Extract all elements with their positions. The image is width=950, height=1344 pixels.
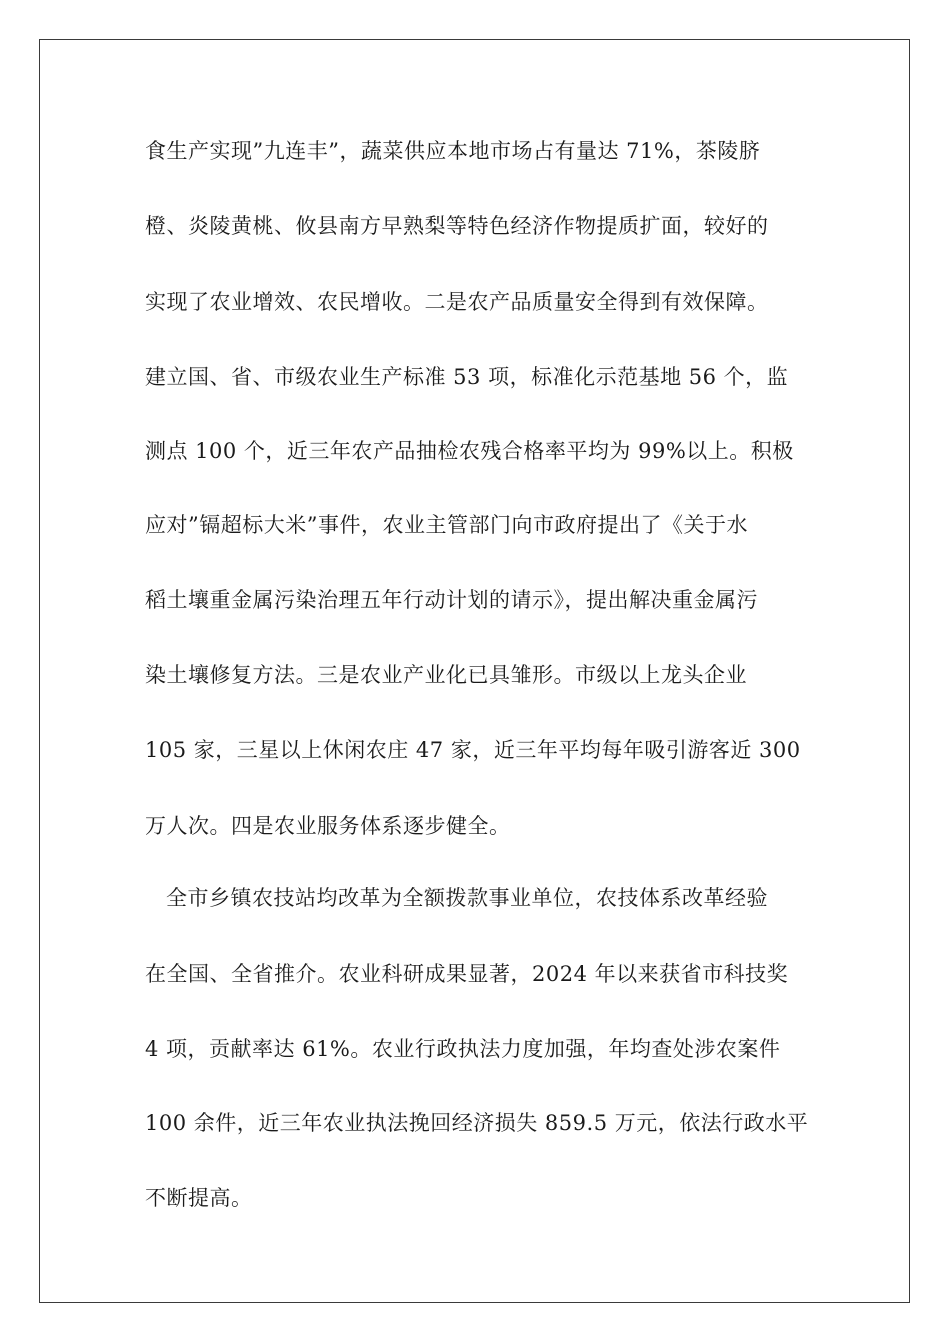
paragraph-1-line-1: 食生产实现”九连丰”，蔬菜供应本地市场占有量达 71%，茶陵脐 — [145, 139, 761, 163]
paragraph-2-line-1: 全市乡镇农技站均改革为全额拨款事业单位，农技体系改革经验 — [166, 886, 768, 910]
paragraph-1-line-5: 测点 100 个，近三年农产品抽检农残合格率平均为 99%以上。积极 — [145, 439, 794, 463]
paragraph-1-line-8: 染土壤修复方法。三是农业产业化已具雏形。市级以上龙头企业 — [145, 663, 747, 687]
paragraph-1-line-2: 橙、炎陵黄桃、攸县南方早熟梨等特色经济作物提质扩面，较好的 — [145, 214, 769, 238]
paragraph-1-line-7: 稻土壤重金属污染治理五年行动计划的请示》，提出解决重金属污 — [145, 588, 758, 612]
paragraph-1-line-10: 万人次。四是农业服务体系逐步健全。 — [145, 814, 511, 838]
paragraph-1-line-4: 建立国、省、市级农业生产标准 53 项，标准化示范基地 56 个，监 — [145, 365, 789, 389]
paragraph-1-line-9: 105 家，三星以上休闲农庄 47 家，近三年平均每年吸引游客近 300 — [145, 738, 801, 762]
paragraph-2-line-5: 不断提高。 — [145, 1186, 253, 1210]
paragraph-2-line-2: 在全国、全省推介。农业科研成果显著，2024 年以来获省市科技奖 — [145, 962, 789, 986]
paragraph-1-line-3: 实现了农业增效、农民增收。二是农产品质量安全得到有效保障。 — [145, 290, 769, 314]
paragraph-2-line-4: 100 余件，近三年农业执法挽回经济损失 859.5 万元，依法行政水平 — [145, 1111, 809, 1135]
paragraph-1-line-6: 应对”镉超标大米”事件，农业主管部门向市政府提出了《关于水 — [145, 513, 748, 537]
paragraph-2-line-3: 4 项，贡献率达 61%。农业行政执法力度加强，年均查处涉农案件 — [145, 1037, 781, 1061]
